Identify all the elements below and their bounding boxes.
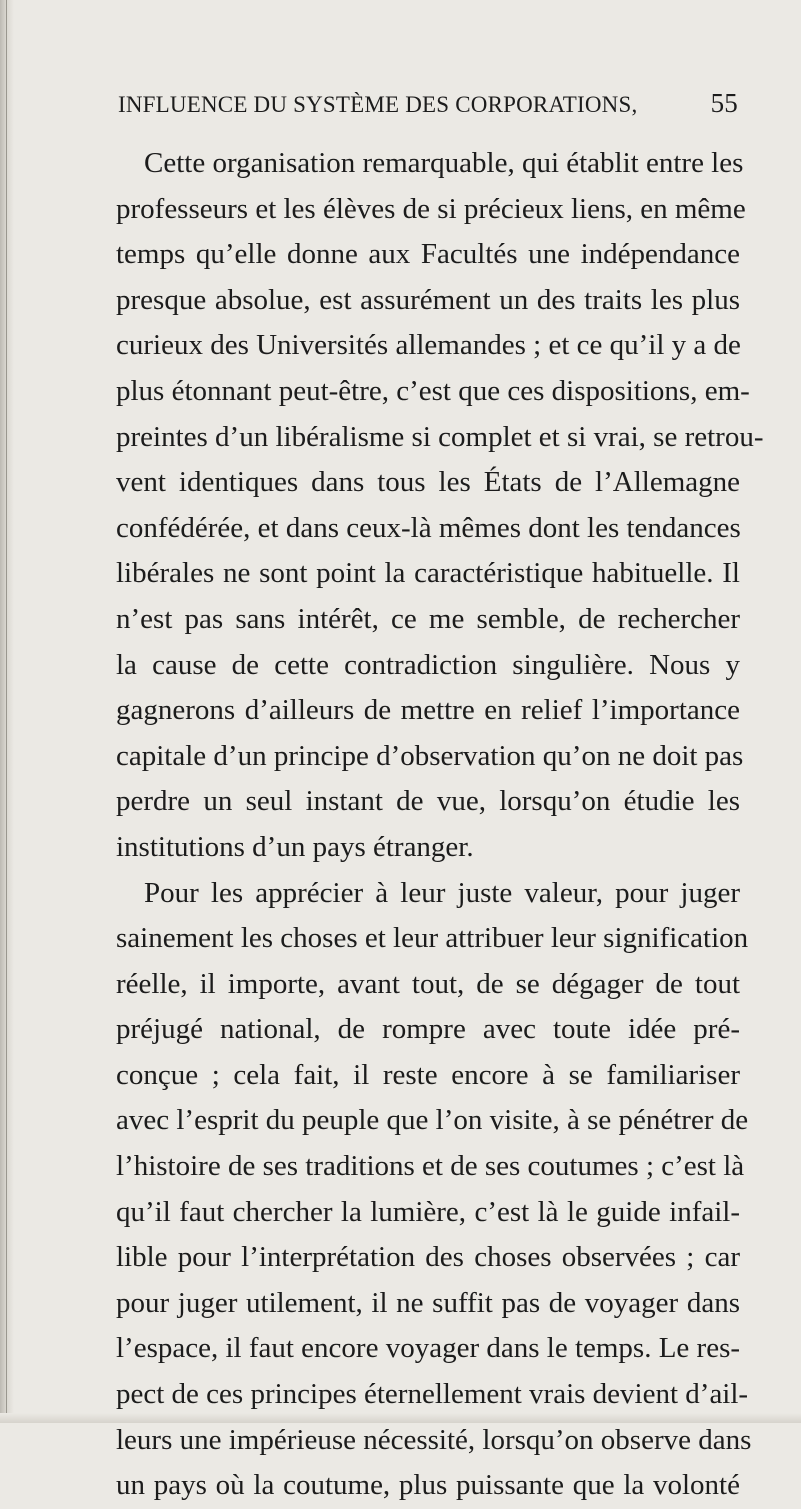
text-line: curieux des Universités allemandes ; et ce qu’il y a de [116, 329, 741, 362]
text-line: temps qu’elle donne aux Facultés une indépendance [116, 238, 740, 271]
text-line: institutions d’un pays étranger. [116, 830, 474, 863]
text-line: lible pour l’interprétation des choses observées ; car [116, 1241, 740, 1274]
text-line: confédérée, et dans ceux-là mêmes dont les tendances [116, 511, 741, 544]
page-binding-shadow [0, 0, 14, 1423]
text-line: n’est pas sans intérêt, ce me semble, de rechercher [116, 602, 740, 635]
text-line: perdre un seul instant de vue, lorsqu’on étudie les [116, 785, 740, 818]
text-line: pect de ces principes éternellement vrais devient d’ail- [116, 1378, 749, 1411]
text-line: vent identiques dans tous les États de l’Allemagne [116, 466, 740, 499]
text-line: qu’il faut chercher la lumière, c’est là le guide infail- [116, 1195, 740, 1228]
text-line: l’espace, il faut encore voyager dans le temps. Le res- [116, 1332, 741, 1365]
text-line: Cette organisation remarquable, qui établit entre les [144, 147, 744, 179]
body-text [116, 141, 764, 1509]
running-head [118, 88, 738, 119]
text-line: presque absolue, est assurément un des traits les plus [116, 283, 740, 316]
text-line: sainement les choses et leur attribuer leur signification [116, 922, 749, 955]
text-line: pour juger utilement, il ne suffit pas de voyager dans [116, 1286, 740, 1319]
text-line: Pour les apprécier à leur juste valeur, pour juger [144, 876, 740, 909]
text-line: conçue ; cela fait, il reste encore à se familiariser [116, 1058, 740, 1091]
text-line: plus étonnant peut-être, c’est que ces dispositions, em- [116, 374, 750, 407]
text-line: la cause de cette contradiction singulière. Nous y [116, 648, 740, 681]
text-line: avec l’esprit du peuple que l’on visite, à se pénétrer de [116, 1104, 749, 1137]
running-title: INFLUENCE DU SYSTÈME DES CORPORATIONS, [118, 92, 638, 117]
text-line: gagnerons d’ailleurs de mettre en relief l’importance [116, 694, 740, 727]
text-line: l’histoire de ses traditions et de ses coutumes ; c’est là [116, 1150, 745, 1183]
text-line: capitale d’un principe d’observation qu’on ne doit pas [116, 739, 744, 772]
text-line: leurs une impérieuse nécessité, lorsqu’on observe dans [116, 1423, 752, 1456]
page-binding-line [6, 0, 7, 1423]
text-line: un pays où la coutume, plus puissante que la volonté [116, 1469, 740, 1502]
text-line: préjugé national, de rompre avec toute idée pré- [116, 1013, 740, 1046]
page-bottom-edge [0, 1413, 801, 1423]
text-line: libérales ne sont point la caractéristique habituelle. Il [116, 557, 740, 590]
text-line: professeurs et les élèves de si précieux liens, en même [116, 192, 746, 225]
page-number: 55 [710, 88, 738, 118]
text-line: preintes d’un libéralisme si complet et si vrai, se retrou- [116, 420, 764, 453]
text-line: réelle, il importe, avant tout, de se dégager de tout [116, 967, 740, 1000]
